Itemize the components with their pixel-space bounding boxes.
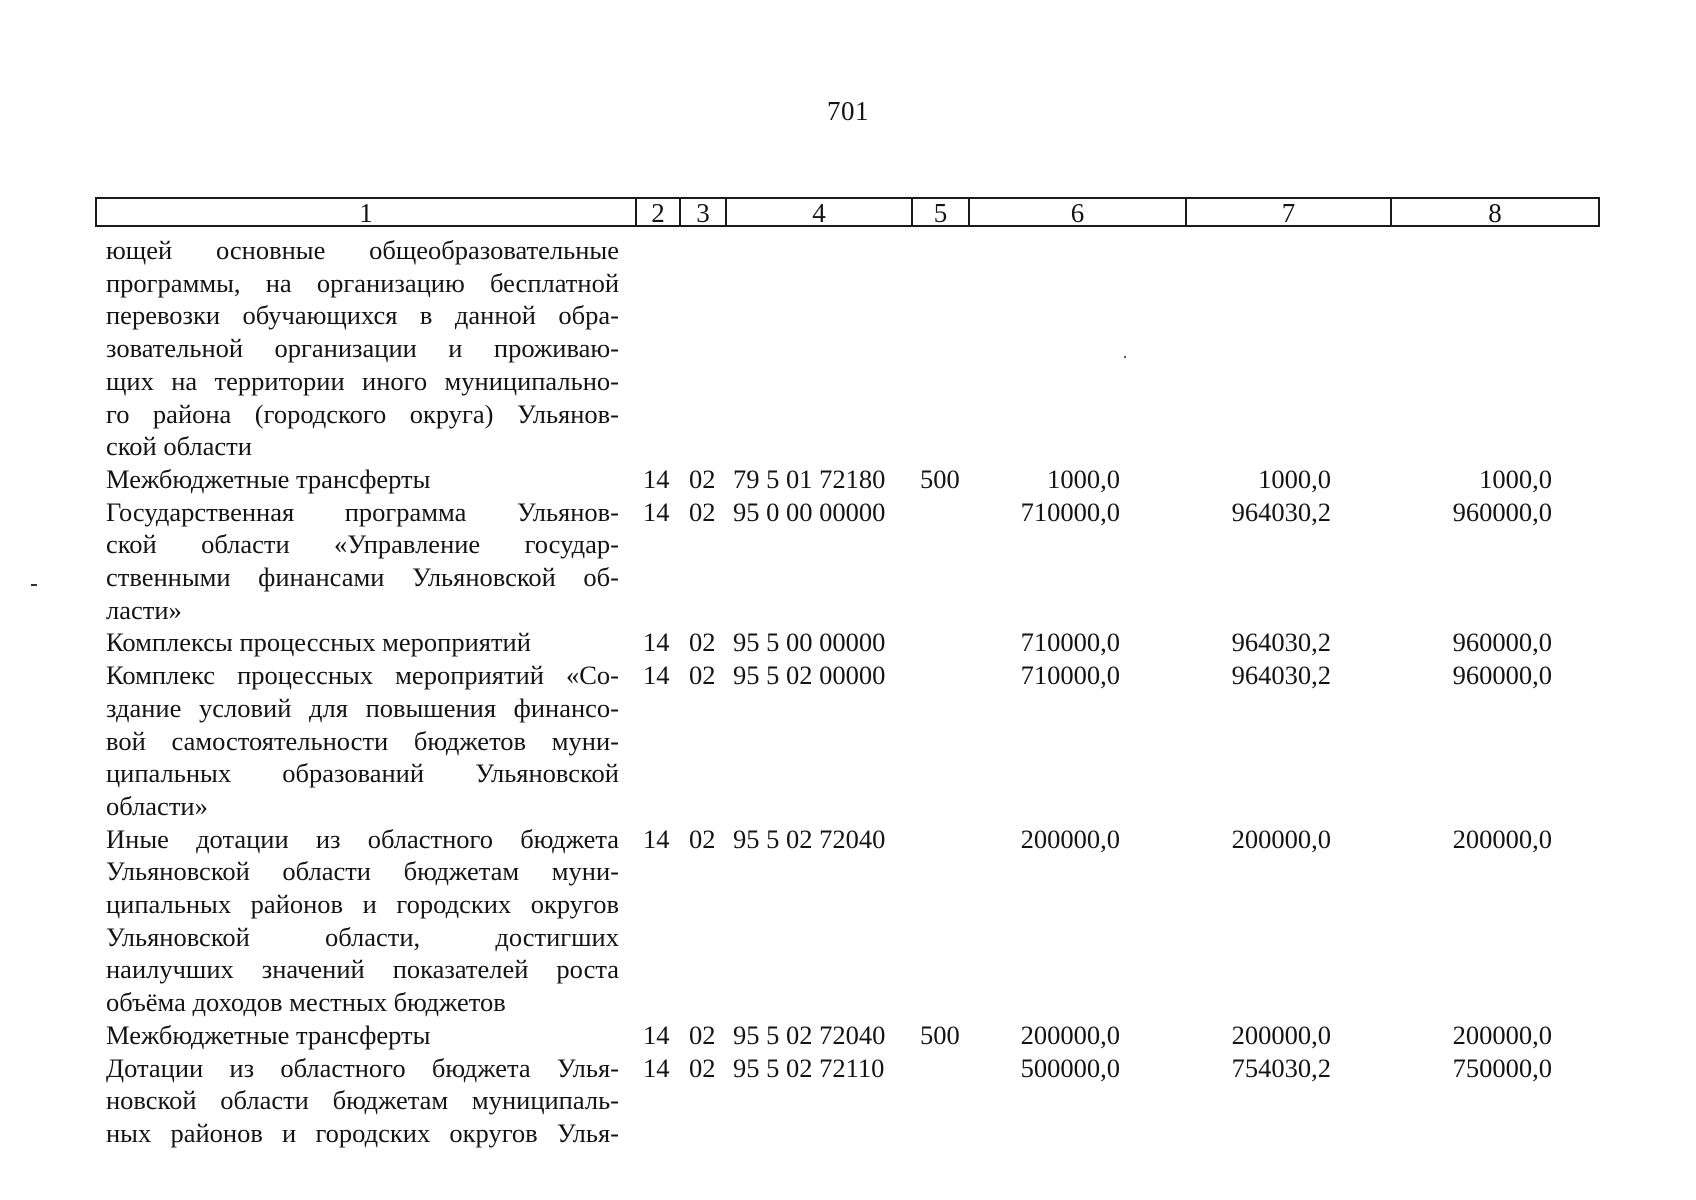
cell-col-2: 14: [643, 823, 670, 854]
description-line: новской области бюджетам муниципаль-: [106, 1085, 619, 1116]
description-line: наилучших значений показателей роста: [106, 954, 619, 985]
cell-col-8: 750000,0: [1452, 1052, 1552, 1083]
cell-col-2: 14: [643, 627, 670, 658]
cell-col-6: 710000,0: [1020, 627, 1120, 658]
description-line: ской области: [106, 431, 252, 462]
table-body: [0, 234, 1696, 1150]
header-cell-5: 5: [911, 197, 970, 227]
description-line: программы, на организацию бесплатной: [106, 267, 619, 298]
cell-col-2: 14: [643, 1019, 670, 1050]
description-line: ственными финансами Ульяновской об-: [106, 562, 619, 593]
cell-col-3: 02: [689, 463, 716, 494]
table-header-row: [95, 197, 1600, 231]
cell-col-2: 14: [643, 463, 670, 494]
description-line: го района (городского округа) Ульянов-: [106, 398, 619, 429]
header-cell-7: 7: [1185, 197, 1392, 227]
cell-col-7: 754030,2: [1231, 1052, 1331, 1083]
description-line: зовательной организации и проживаю-: [106, 333, 619, 364]
cell-col-4: 79 5 01 72180: [733, 463, 886, 494]
table-row: [0, 463, 1696, 496]
cell-col-8: 200000,0: [1452, 1019, 1552, 1050]
table-row: [0, 1052, 1696, 1150]
page-number: 701: [827, 96, 869, 126]
row-description: [106, 496, 619, 627]
description-line: Ульяновской области бюджетам муни-: [106, 856, 619, 887]
cell-col-3: 02: [689, 627, 716, 658]
header-cell-6: 6: [968, 197, 1187, 227]
description-line: здание условий для повышения финансо-: [106, 692, 619, 723]
cell-col-2: 14: [643, 496, 670, 527]
description-line: ципальных образований Ульяновской: [106, 758, 619, 789]
cell-col-5: 500: [920, 463, 960, 494]
description-line: ющей основные общеобразовательные: [106, 235, 619, 265]
cell-col-6: 200000,0: [1020, 1019, 1120, 1050]
row-description: [106, 659, 619, 823]
description-line: вой самостоятельности бюджетов муни-: [106, 725, 619, 756]
description-line: Комплексы процессных мероприятий: [106, 627, 531, 658]
table-row: [0, 659, 1696, 823]
table-row: [0, 626, 1696, 659]
cell-col-4: 95 5 02 72040: [733, 1019, 886, 1050]
cell-col-7: 200000,0: [1231, 823, 1331, 854]
row-description: [106, 1052, 619, 1150]
cell-col-8: 960000,0: [1452, 660, 1552, 691]
cell-col-2: 14: [643, 660, 670, 691]
cell-col-5: 500: [920, 1019, 960, 1050]
description-line: перевозки обучающихся в данной обра-: [106, 300, 619, 331]
cell-col-8: 200000,0: [1452, 823, 1552, 854]
cell-col-3: 02: [689, 1019, 716, 1050]
description-line: Межбюджетные трансферты: [106, 463, 431, 494]
description-line: ципальных районов и городских округов: [106, 889, 619, 920]
description-line: ласти»: [106, 594, 182, 625]
cell-col-7: 964030,2: [1231, 660, 1331, 691]
cell-col-4: 95 5 02 72110: [733, 1052, 885, 1083]
description-line: Иные дотации из областного бюджета: [106, 823, 619, 854]
cell-col-4: 95 5 00 00000: [733, 627, 886, 658]
cell-col-3: 02: [689, 660, 716, 691]
row-description: [106, 1019, 619, 1052]
header-cell-1: 1: [95, 197, 637, 227]
description-line: Межбюджетные трансферты: [106, 1019, 431, 1050]
cell-col-8: 960000,0: [1452, 627, 1552, 658]
cell-col-3: 02: [689, 496, 716, 527]
cell-col-4: 95 0 00 00000: [733, 496, 886, 527]
cell-col-3: 02: [689, 823, 716, 854]
description-line: ных районов и городских округов Улья-: [106, 1117, 619, 1148]
header-cell-3: 3: [679, 197, 727, 227]
cell-col-6: 500000,0: [1020, 1052, 1120, 1083]
cell-col-7: 964030,2: [1231, 627, 1331, 658]
description-line: ской области «Управление государ-: [106, 529, 619, 560]
description-line: Ульяновской области, достигших: [106, 921, 619, 952]
description-line: щих на территории иного муниципально-: [106, 365, 619, 396]
cell-col-4: 95 5 02 72040: [733, 823, 886, 854]
description-line: объёма доходов местных бюджетов: [106, 987, 506, 1018]
cell-col-8: 960000,0: [1452, 496, 1552, 527]
cell-col-7: 964030,2: [1231, 496, 1331, 527]
row-description: [106, 463, 619, 496]
header-cell-2: 2: [635, 197, 681, 227]
cell-col-6: 710000,0: [1020, 660, 1120, 691]
cell-col-3: 02: [689, 1052, 716, 1083]
header-cell-4: 4: [725, 197, 913, 227]
description-line: Государственная программа Ульянов-: [106, 496, 619, 527]
cell-col-6: 200000,0: [1020, 823, 1120, 854]
cell-col-2: 14: [643, 1052, 670, 1083]
table-row: [0, 496, 1696, 627]
row-description: [106, 626, 619, 659]
row-description: [106, 234, 619, 463]
cell-col-7: 200000,0: [1231, 1019, 1331, 1050]
row-description: [106, 823, 619, 1019]
cell-col-4: 95 5 02 00000: [733, 660, 886, 691]
header-cell-8: 8: [1390, 197, 1600, 227]
cell-col-7: 1000,0: [1258, 463, 1331, 494]
cell-col-6: 710000,0: [1020, 496, 1120, 527]
cell-col-8: 1000,0: [1479, 463, 1552, 494]
table-row: [0, 1019, 1696, 1052]
description-line: Дотации из областного бюджета Улья-: [106, 1052, 619, 1083]
table-row: [0, 823, 1696, 1019]
description-line: области»: [106, 790, 208, 821]
description-line: Комплекс процессных мероприятий «Со-: [106, 660, 619, 691]
cell-col-6: 1000,0: [1047, 463, 1120, 494]
table-row: [0, 234, 1696, 463]
